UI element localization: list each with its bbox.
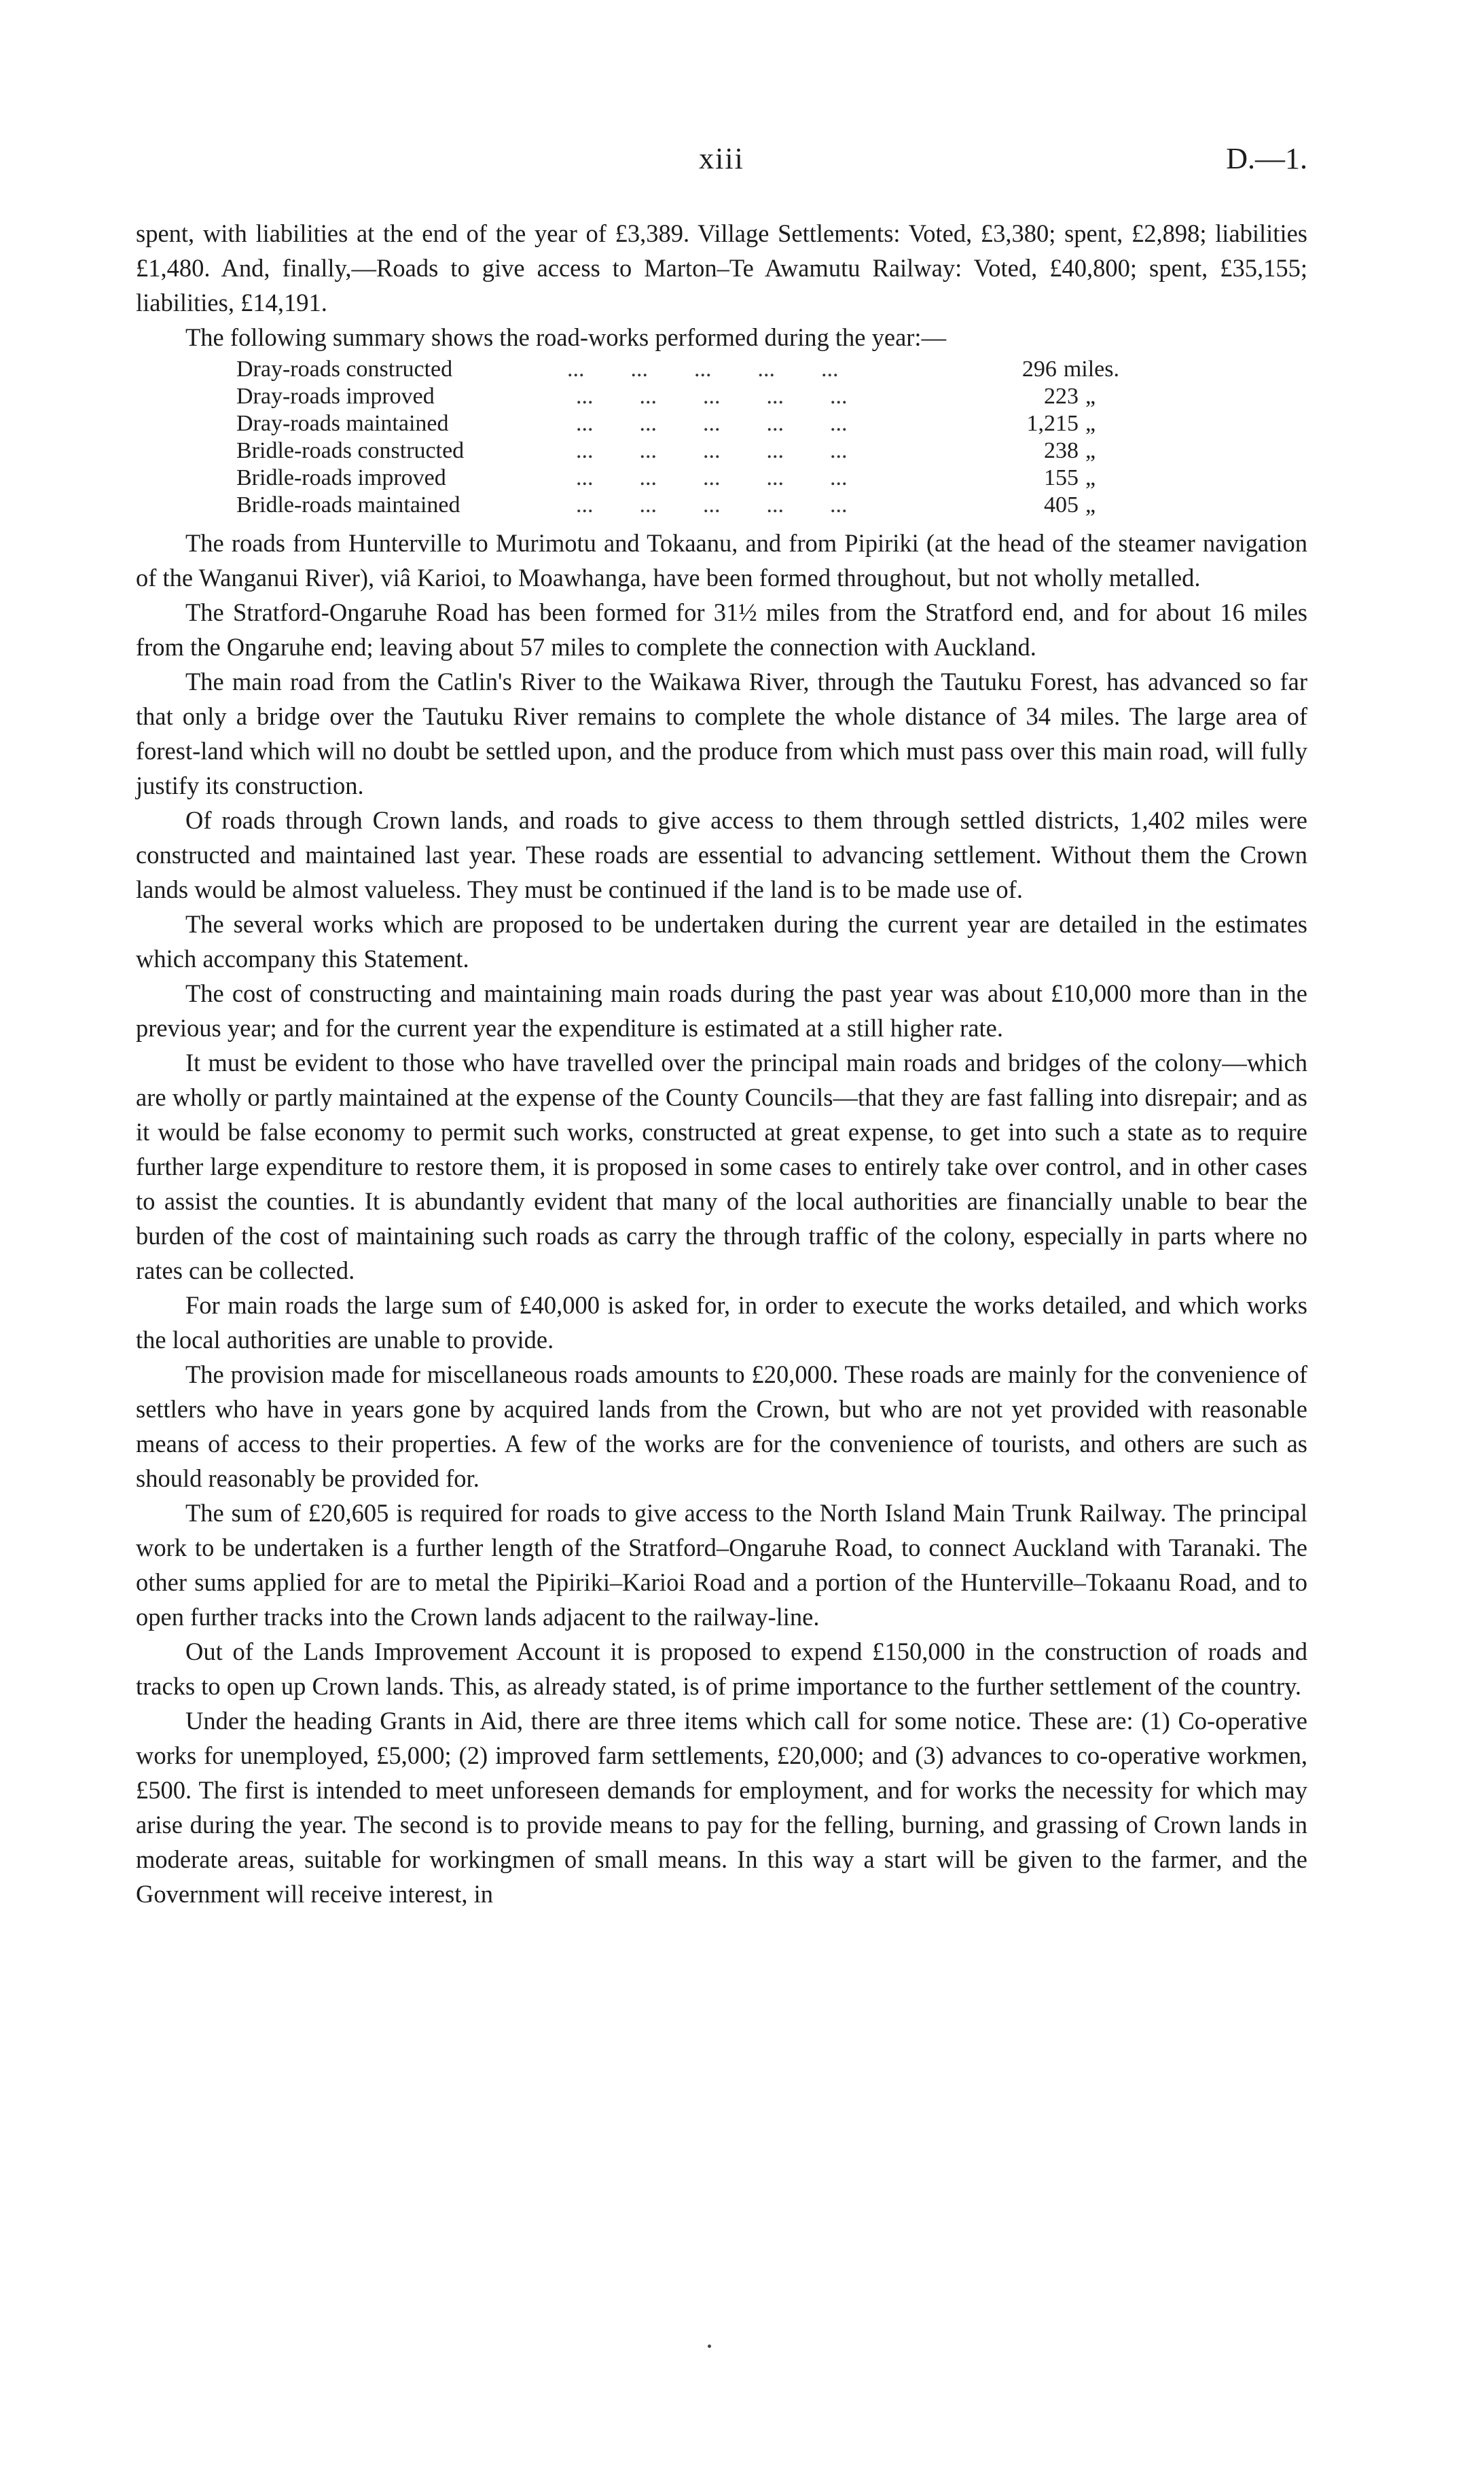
summary-label: Dray-roads improved: [236, 384, 435, 409]
paragraph-continued: spent, with liabilities at the end of the year of £3,389. Village Settlements: Voted, £3,380; spent, £2,898; liabilities £1,480. And, finally,—Roads to give access to Marton–Te Awamutu Railway: Voted, £40,800; spent, £35,155; liabilities, £14,191.: [136, 219, 1307, 316]
summary-label: Bridle-roads constructed: [236, 438, 465, 463]
paragraph: The cost of constructing and maintaining main roads during the past year was about £10,000 more than in the previous year; and for the current year the expenditure is estimated at a still higher rate.: [136, 979, 1307, 1042]
summary-label: Bridle-roads improved: [236, 465, 446, 490]
summary-row: [236, 492, 1119, 519]
paragraph: The Stratford-Ongaruhe Road has been formed for 31½ miles from the Stratford end, and for about 16 miles from the Ongaruhe end; leaving about 57 miles to complete the connection with Auckland.: [136, 598, 1307, 661]
leader-dots: ... ... ... ... ...: [576, 411, 848, 436]
summary-unit: miles.: [1063, 357, 1119, 382]
summary-unit: „: [1085, 411, 1096, 436]
paragraph-summary-intro: The following summary shows the road-works performed during the year:—: [185, 323, 947, 351]
paragraph: The provision made for miscellaneous roads amounts to £20,000. These roads are mainly for the convenience of settlers who have in years gone by acquired lands from the Crown, but who are not yet provided with reasonable means of access to their properties. A few of the works are for the convenience of tourists, and others are such as should reasonably be provided for.: [136, 1360, 1307, 1492]
summary-unit: „: [1085, 438, 1096, 463]
leader-dots: ... ... ... ... ...: [576, 438, 848, 463]
page-number: xiii: [699, 142, 744, 175]
summary-row: [236, 410, 1119, 437]
summary-value: 155: [1044, 465, 1079, 490]
summary-value: 296: [1021, 357, 1057, 382]
summary-row: [236, 465, 1119, 492]
page-header: [136, 141, 1307, 182]
summary-value: 1,215: [1026, 411, 1079, 436]
body-text: [136, 216, 1307, 1911]
summary-unit: „: [1085, 492, 1096, 518]
road-works-summary-table: [236, 356, 1119, 519]
paragraph: Out of the Lands Improvement Account it is proposed to expend £150,000 in the construction of roads and tracks to open up Crown lands. This, as already stated, is of prime importance to the further settlement of the country.: [136, 1637, 1307, 1700]
summary-label: Dray-roads constructed: [236, 357, 453, 382]
summary-value: 238: [1044, 438, 1079, 463]
leader-dots: ... ... ... ... ...: [576, 492, 848, 518]
summary-value: 223: [1044, 384, 1079, 409]
leader-dots: ... ... ... ... ...: [567, 357, 839, 382]
paragraph: Of roads through Crown lands, and roads to give access to them through settled districts, 1,402 miles were constructed and maintained last year. These roads are essential to advancing settlement. Without them the Crown lands would be almost valueless. They must be continued if the land is to be made use of.: [136, 806, 1307, 903]
summary-row: [236, 437, 1119, 465]
paragraph: The main road from the Catlin's River to the Waikawa River, through the Tautuku Forest, has advanced so far that only a bridge over the Tautuku River remains to complete the whole distance of 34 miles. The large area of forest-land which will no doubt be settled upon, and the produce from which must pass over this main road, will fully justify its construction.: [136, 668, 1307, 799]
paragraph: The roads from Hunterville to Murimotu and Tokaanu, and from Pipiriki (at the head of the steamer navigation of the Wanganui River), viâ Karioi, to Moawhanga, have been formed throughout, but not wholly metalled.: [136, 529, 1307, 592]
paragraph: The sum of £20,605 is required for roads to give access to the North Island Main Trunk Railway. The principal work to be undertaken is a further length of the Stratford–Ongaruhe Road, to connect Auckland with Taranaki. The other sums applied for are to metal the Pipiriki–Karioi Road and a portion of the Hunterville–Tokaanu Road, and to open further tracks into the Crown lands adjacent to the railway-line.: [136, 1499, 1307, 1631]
leader-dots: ... ... ... ... ...: [576, 384, 848, 409]
summary-unit: „: [1085, 384, 1096, 409]
leader-dots: ... ... ... ... ...: [576, 465, 848, 490]
paragraph: For main roads the large sum of £40,000 is asked for, in order to execute the works detailed, and which works the local authorities are unable to provide.: [136, 1291, 1307, 1354]
paragraph: The several works which are proposed to be undertaken during the current year are detailed in the estimates which accompany this Statement.: [136, 910, 1307, 973]
document-reference: D.—1.: [1226, 142, 1307, 175]
summary-row: [236, 383, 1119, 410]
paragraph: It must be evident to those who have travelled over the principal main roads and bridges of the colony—which are wholly or partly maintained at the expense of the County Councils—that they are fast falling into disrepair; and as it would be false economy to permit such works, constructed at great expense, to get into such a state as to require further large expenditure to restore them, it is proposed in some cases to entirely take over control, and in other cases to assist the counties. It is abundantly evident that many of the local authorities are financially unable to bear the burden of the cost of maintaining such roads as carry the through traffic of the colony, especially in parts where no rates can be collected.: [136, 1049, 1307, 1284]
summary-label: Dray-roads maintained: [236, 411, 449, 436]
summary-value: 405: [1044, 492, 1079, 518]
summary-unit: „: [1085, 465, 1096, 490]
summary-label: Bridle-roads maintained: [236, 492, 460, 518]
paragraph: Under the heading Grants in Aid, there are three items which call for some notice. These are: (1) Co-operative works for unemployed, £5,000; (2) improved farm settlements, £20,000; and (3) advances to co-operative workmen, £500. The first is intended to meet unforeseen demands for employment, and for works the necessity for which may arise during the year. The second is to provide means to pay for the felling, burning, and grassing of Crown lands in moderate areas, suitable for workingmen of small means. In this way a start will be given to the farmer, and the Government will receive interest, in: [136, 1707, 1307, 1908]
print-mark: [708, 2345, 711, 2348]
summary-row: [236, 356, 1119, 383]
